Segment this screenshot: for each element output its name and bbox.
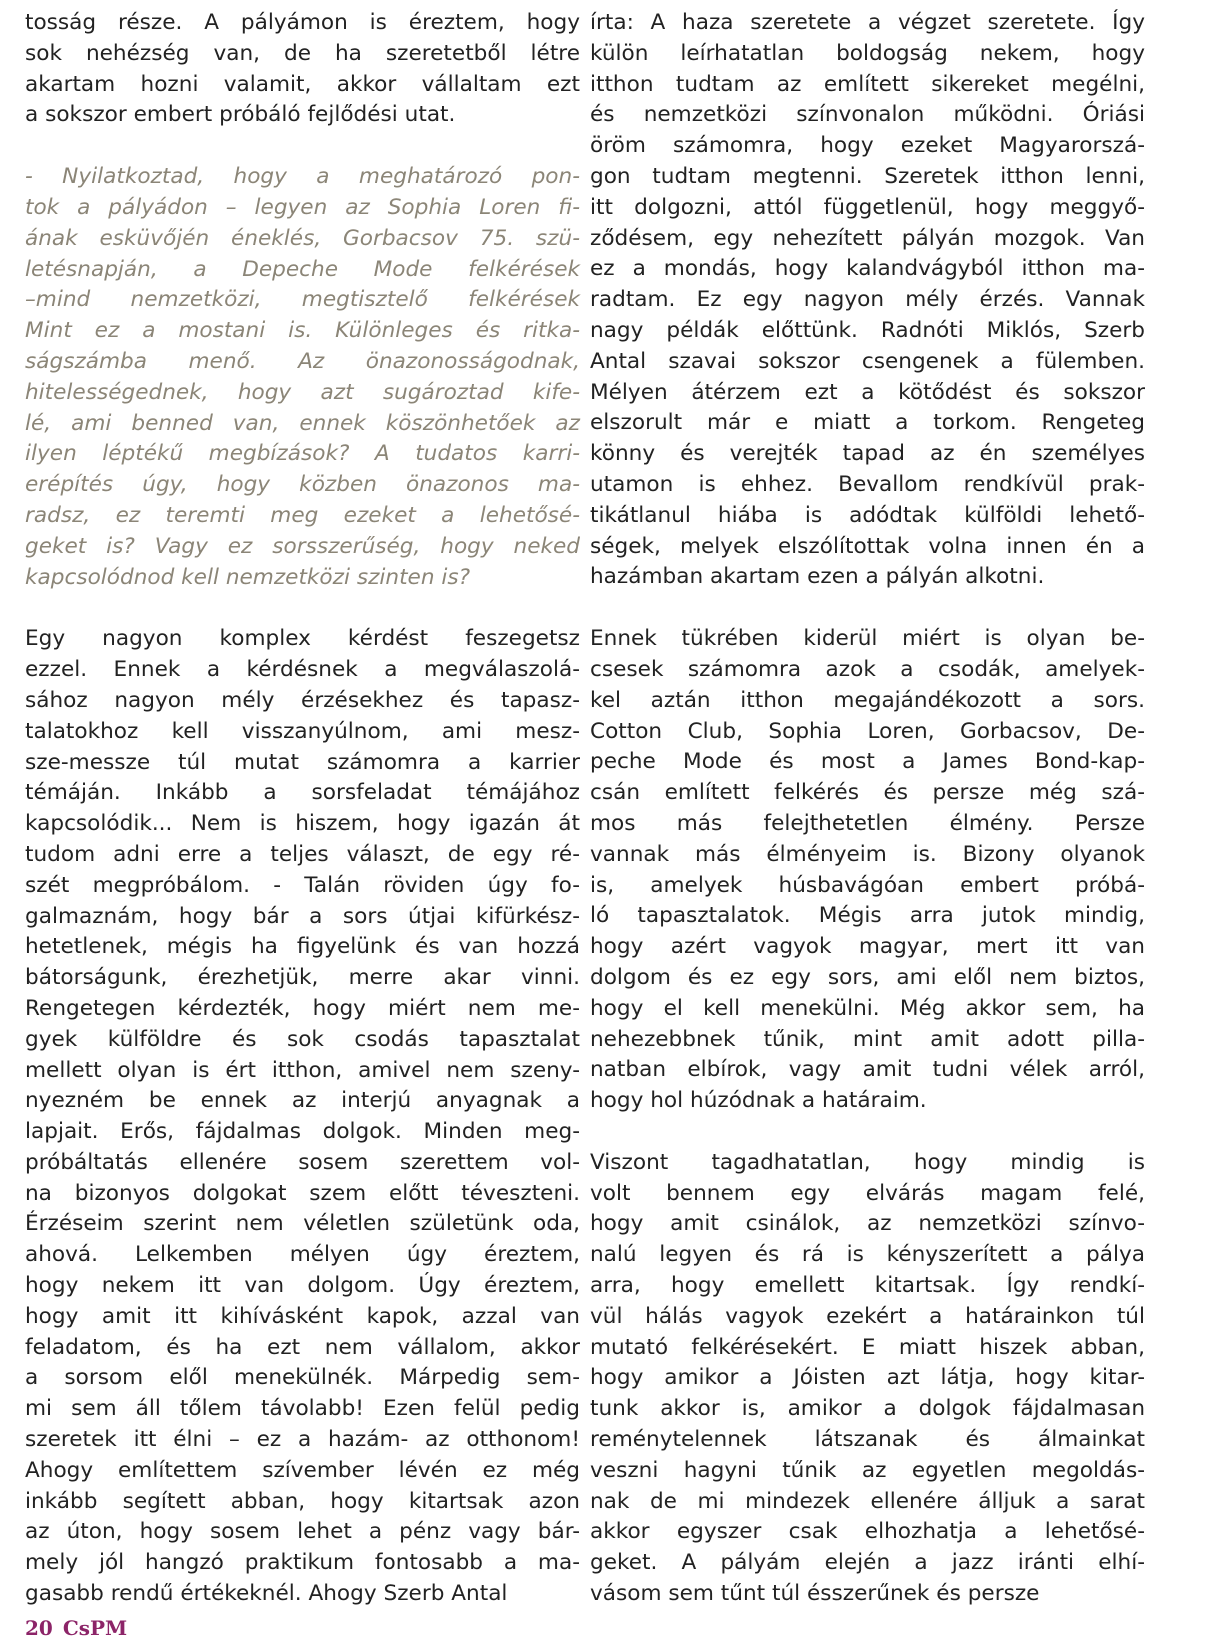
text-line: ezzel. Ennek a kérdésnek a megválaszolá- [25, 657, 580, 683]
text-line: Antal szavai sokszor csengenek a fülemben. [590, 348, 1145, 374]
text-line: nyezném be ennek az interjú anyagnak a [25, 1088, 580, 1114]
text-line: utamon is ehhez. Bevallom rendkívül prak- [590, 471, 1145, 497]
text-line: volt bennem egy elvárás magam felé, [590, 1180, 1145, 1206]
text-line: hogy azért vagyok magyar, mert itt van [590, 934, 1145, 960]
text-line: Ahogy említettem szívember lévén ez még [25, 1457, 580, 1483]
text-line: ságszámba menő. Az önazonosságodnak, [25, 348, 580, 374]
answer-paragraph [590, 8, 1145, 593]
left-column [25, 8, 580, 1610]
text-line: arra, hogy emellett kitartsak. Így rendkí- [590, 1273, 1145, 1299]
text-line: natban elbírok, vagy amit tudni vélek arról, [590, 1057, 1145, 1083]
text-line: Rengetegen kérdezték, hogy miért nem me- [25, 995, 580, 1021]
text-line: na bizonyos dolgokat szem előtt téveszteni. [25, 1180, 580, 1206]
text-line: sához nagyon mély érzésekhez és tapasz- [25, 687, 580, 713]
page-footer [25, 1616, 127, 1640]
text-line: gyek külföldre és sok csodás tapasztalat [25, 1026, 580, 1052]
publication-name: CsPM [62, 1616, 128, 1640]
text-line: kapcsolódnod kell nemzetközi szinten is? [25, 564, 471, 590]
text-line: radtam. Ez egy nagyon mély érzés. Vannak [590, 287, 1145, 313]
text-line: inkább segített abban, hogy kitartsak azon [25, 1488, 580, 1514]
text-line: itt dolgozni, attól függetlenül, hogy meggyő- [590, 194, 1145, 220]
text-line: veszni hagyni tűnik az egyetlen megoldás- [590, 1457, 1145, 1483]
text-line: lé, ami benned van, ennek köszönhetőek az [25, 410, 580, 436]
interview-question [25, 162, 580, 593]
text-line: hogy amit itt kihívásként kapok, azzal van [25, 1303, 580, 1329]
text-line: kapcsolódik... Nem is hiszem, hogy igazán át [25, 811, 580, 837]
text-line: Ennek tükrében kiderül miért is olyan be- [590, 626, 1145, 652]
text-line: lapjait. Erős, fájdalmas dolgok. Minden meg- [25, 1119, 580, 1145]
text-line: az úton, hogy sosem lehet a pénz vagy bár- [25, 1519, 580, 1545]
page-number: 20 [25, 1616, 53, 1640]
answer-paragraph [590, 1148, 1145, 1610]
text-line: talatokhoz kell visszanyúlnom, ami mesz- [25, 718, 580, 744]
text-line: Mint ez a mostani is. Különleges és ritka- [25, 318, 580, 344]
text-line: Érzéseim szerint nem véletlen születünk oda, [25, 1211, 580, 1237]
text-line: bátorságunk, érezhetjük, merre akar vinni. [25, 965, 580, 991]
text-line: tudom adni erre a teljes választ, de egy ré- [25, 841, 580, 867]
text-line: vannak más élményeim is. Bizony olyanok [590, 841, 1145, 867]
text-line: nehezebbnek tűnik, mint amit adott pilla- [590, 1026, 1145, 1052]
answer-paragraph [590, 624, 1145, 1117]
text-line: hogy amikor a Jóisten azt látja, hogy kitar- [590, 1365, 1145, 1391]
text-line: mos más felejthetetlen élmény. Persze [590, 810, 1145, 836]
text-line: mutató felkérésekért. E miatt hiszek abban, [590, 1334, 1145, 1360]
text-line: itthon tudtam az említett sikereket megélni, [590, 71, 1145, 97]
text-line: a sokszor embert próbáló fejlődési utat. [25, 102, 456, 128]
text-line: ának esküvőjén éneklés, Gorbacsov 75. szü- [25, 225, 580, 251]
text-line: ló tapasztalatok. Mégis arra jutok mindig, [590, 903, 1145, 929]
text-line: hetetlenek, mégis ha figyelünk és van hozzá [25, 934, 580, 960]
text-line: peche Mode és most a James Bond-kap- [590, 749, 1145, 775]
text-line: akkor egyszer csak elhozhatja a lehetősé- [590, 1519, 1145, 1545]
text-line: - Nyilatkoztad, hogy a meghatározó pon- [25, 164, 580, 190]
text-line: hitelességednek, hogy azt sugároztad kife- [25, 379, 580, 405]
paragraph-spacer [25, 131, 580, 162]
text-line: szeretek itt élni – ez a hazám- az otthonom! [25, 1427, 580, 1453]
text-line: radsz, ez teremti meg ezeket a lehetősé- [25, 502, 580, 528]
text-line: Viszont tagadhatatlan, hogy mindig is [590, 1149, 1145, 1175]
text-line: írta: A haza szeretete a végzet szeretete. Így [590, 10, 1145, 35]
text-line: könny és verejték tapad az én személyes [590, 441, 1145, 467]
text-line: letésnapján, a Depeche Mode felkérések [25, 256, 580, 282]
text-line: hogy amit csinálok, az nemzetközi színvo- [590, 1211, 1145, 1237]
text-line: geket. A pályám elején a jazz iránti elhí- [590, 1550, 1145, 1576]
text-line: hogy nekem itt van dolgom. Úgy éreztem, [25, 1273, 580, 1299]
text-line: ilyen léptékű megbízások? A tudatos karri- [25, 441, 580, 467]
text-line: dolgom és ez egy sors, ami elől nem biztos, [590, 964, 1145, 990]
text-line: mely jól hangzó praktikum fontosabb a ma- [25, 1550, 580, 1576]
text-line: hogy el kell menekülni. Még akkor sem, ha [590, 995, 1145, 1021]
text-line: vül hálás vagyok ezekért a határainkon túl [590, 1303, 1145, 1329]
text-line: sok nehézség van, de ha szeretetből létre [25, 40, 580, 66]
answer-paragraph [25, 8, 580, 131]
answer-paragraph [25, 624, 580, 1610]
text-line: Egy nagyon komplex kérdést feszegetsz [25, 626, 580, 652]
text-line: vásom sem tűnt túl ésszerűnek és persze [590, 1581, 1040, 1607]
text-line: hogy hol húzódnak a határaim. [590, 1088, 927, 1114]
text-line: tosság része. A pályámon is éreztem, hogy [25, 10, 580, 35]
text-line: nagy példák előttünk. Radnóti Miklós, Szerb [590, 317, 1145, 343]
text-line: tok a pályádon – legyen az Sophia Loren fi- [25, 194, 580, 220]
text-line: akartam hozni valamit, akkor vállaltam ezt [25, 71, 580, 97]
text-line: öröm számomra, hogy ezeket Magyarorszá- [590, 133, 1145, 159]
text-line: sze-messze túl mutat számomra a karrier [25, 749, 580, 775]
text-line: tikátlanul hiába is adódtak külföldi lehető- [590, 502, 1145, 528]
text-line: csesek számomra azok a csodák, amelyek- [590, 656, 1145, 682]
text-line: Cotton Club, Sophia Loren, Gorbacsov, De- [590, 718, 1145, 744]
text-line: szét megpróbálom. - Talán röviden úgy fo- [25, 872, 580, 898]
text-line: és nemzetközi színvonalon működni. Óriási [590, 102, 1145, 128]
text-line: hazámban akartam ezen a pályán alkotni. [590, 564, 1045, 590]
text-line: gasabb rendű értékeknél. Ahogy Szerb Antal [25, 1581, 508, 1607]
text-line: kel aztán itthon megajándékozott a sors. [590, 687, 1145, 713]
text-line: tunk akkor is, amikor a dolgok fájdalmasan [590, 1396, 1145, 1422]
text-line: külön leírhatatlan boldogság nekem, hogy [590, 40, 1145, 66]
text-line: galmaznám, hogy bár a sors útjai kifürkész- [25, 903, 580, 929]
text-line: mi sem áll tőlem távolabb! Ezen felül pedig [25, 1396, 580, 1422]
paragraph-spacer [590, 1117, 1145, 1148]
text-line: csán említett felkérés és persze még szá- [590, 780, 1145, 806]
right-column [590, 8, 1145, 1610]
text-line: –mind nemzetközi, megtisztelő felkérések [25, 287, 580, 313]
text-line: Mélyen átérzem ezt a kötődést és sokszor [590, 379, 1145, 405]
text-line: mellett olyan is ért itthon, amivel nem szeny- [25, 1057, 580, 1083]
text-line: reménytelennek látszanak és álmainkat [590, 1427, 1145, 1453]
text-line: ződésem, egy nehezített pályán mozgok. Van [590, 225, 1145, 251]
text-line: próbáltatás ellenére sosem szerettem vol- [25, 1149, 580, 1175]
paragraph-spacer [590, 593, 1145, 624]
text-line: a sorsom elől menekülnék. Márpedig sem- [25, 1365, 580, 1391]
text-line: gon tudtam megtenni. Szeretek itthon lenni, [590, 163, 1145, 189]
text-line: elszorult már e miatt a torkom. Rengeteg [590, 410, 1145, 436]
text-line: erépítés úgy, hogy közben önazonos ma- [25, 472, 580, 498]
text-line: nalú legyen és rá is kényszerített a pálya [590, 1242, 1145, 1268]
text-line: is, amelyek húsbavágóan embert próbá- [590, 872, 1145, 898]
text-line: ez a mondás, hogy kalandvágyból itthon ma- [590, 256, 1145, 282]
text-line: feladatom, és ha ezt nem vállalom, akkor [25, 1334, 580, 1360]
text-line: nak de mi mindezek ellenére álljuk a sarat [590, 1488, 1145, 1514]
text-line: geket is? Vagy ez sorsszerűség, hogy neked [25, 533, 580, 559]
text-line: ahová. Lelkemben mélyen úgy éreztem, [25, 1242, 580, 1268]
text-line: ségek, melyek elszólítottak volna innen én a [590, 533, 1145, 559]
text-line: témáján. Inkább a sorsfeladat témájához [25, 780, 580, 806]
paragraph-spacer [25, 593, 580, 624]
